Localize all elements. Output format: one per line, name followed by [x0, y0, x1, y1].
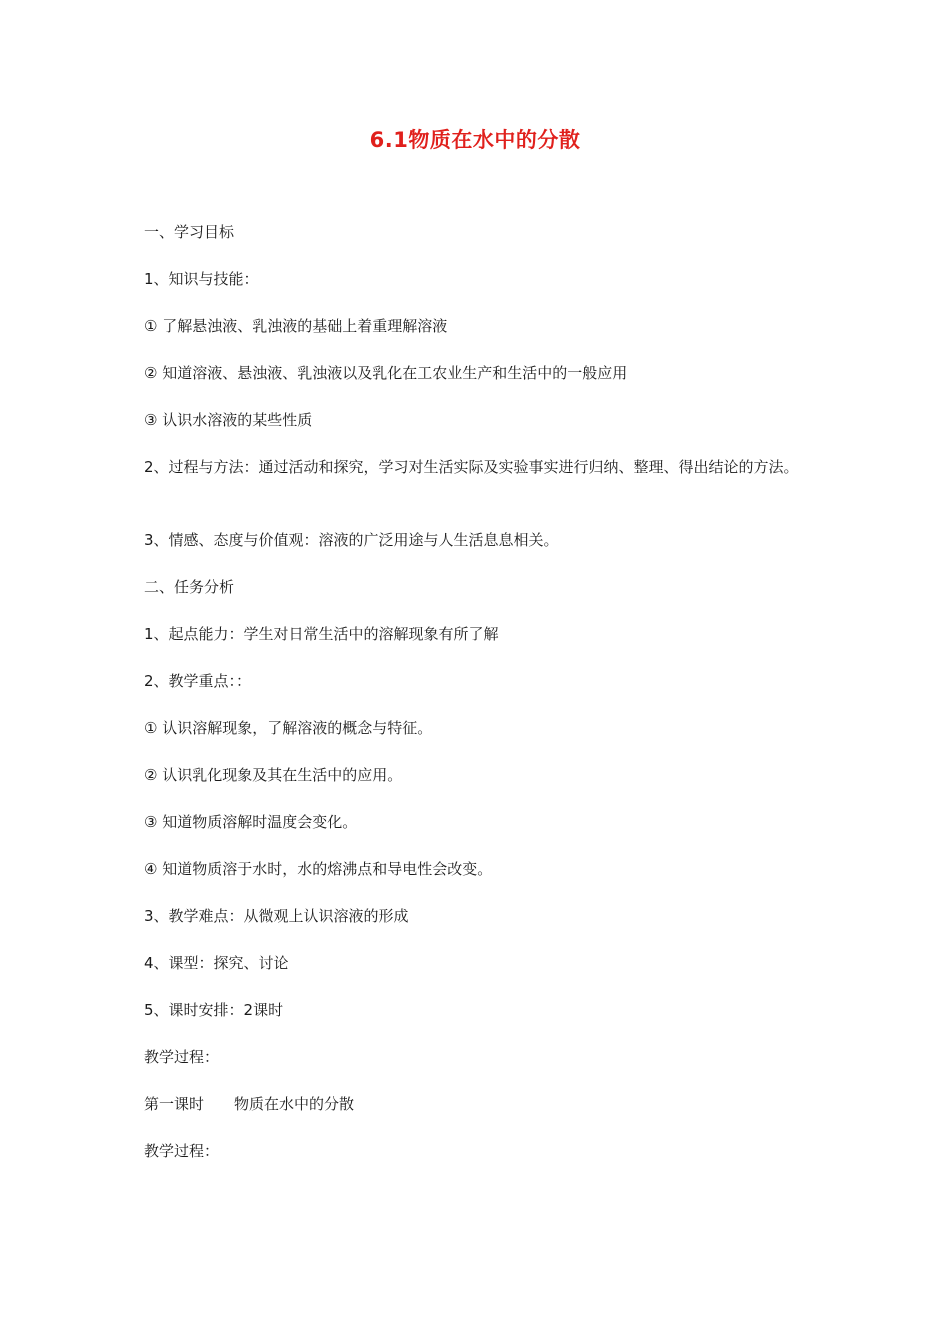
paragraph: 3、情感、态度与价值观：溶液的广泛用途与人生活息息相关。: [144, 531, 559, 549]
paragraph: 教学过程：: [144, 1048, 220, 1066]
list-item: ① 认识溶解现象，了解溶液的概念与特征。: [144, 719, 433, 737]
list-item: ③ 认识水溶液的某些性质: [144, 411, 313, 429]
paragraph: 3、教学难点：从微观上认识溶液的形成: [144, 907, 409, 925]
list-item: ③ 知道物质溶解时温度会变化。: [144, 813, 358, 831]
paragraph: 4、课型：探究、讨论: [144, 954, 289, 972]
list-item: ② 知道溶液、悬浊液、乳浊液以及乳化在工农业生产和生活中的一般应用: [144, 364, 628, 382]
paragraph: 教学过程：: [144, 1142, 220, 1160]
paragraph: 5、课时安排：2课时: [144, 1001, 284, 1019]
section-heading-objectives: 一、学习目标: [144, 223, 235, 241]
paragraph: 1、知识与技能：: [144, 270, 259, 288]
list-item: ① 了解悬浊液、乳浊液的基础上着重理解溶液: [144, 317, 448, 335]
list-item: ④ 知道物质溶于水时，水的熔沸点和导电性会改变。: [144, 860, 493, 878]
paragraph: 第一课时 物质在水中的分散: [144, 1095, 355, 1113]
paragraph: 2、教学重点：：: [144, 672, 252, 690]
paragraph: 2、过程与方法：通过活动和探究，学习对生活实际及实验事实进行归纳、整理、得出结论的方法。: [144, 458, 799, 476]
paragraph: 1、起点能力：学生对日常生活中的溶解现象有所了解: [144, 625, 499, 643]
document-title: 6.1物质在水中的分散: [369, 128, 581, 152]
section-heading-task-analysis: 二、任务分析: [144, 578, 235, 596]
list-item: ② 认识乳化现象及其在生活中的应用。: [144, 766, 403, 784]
